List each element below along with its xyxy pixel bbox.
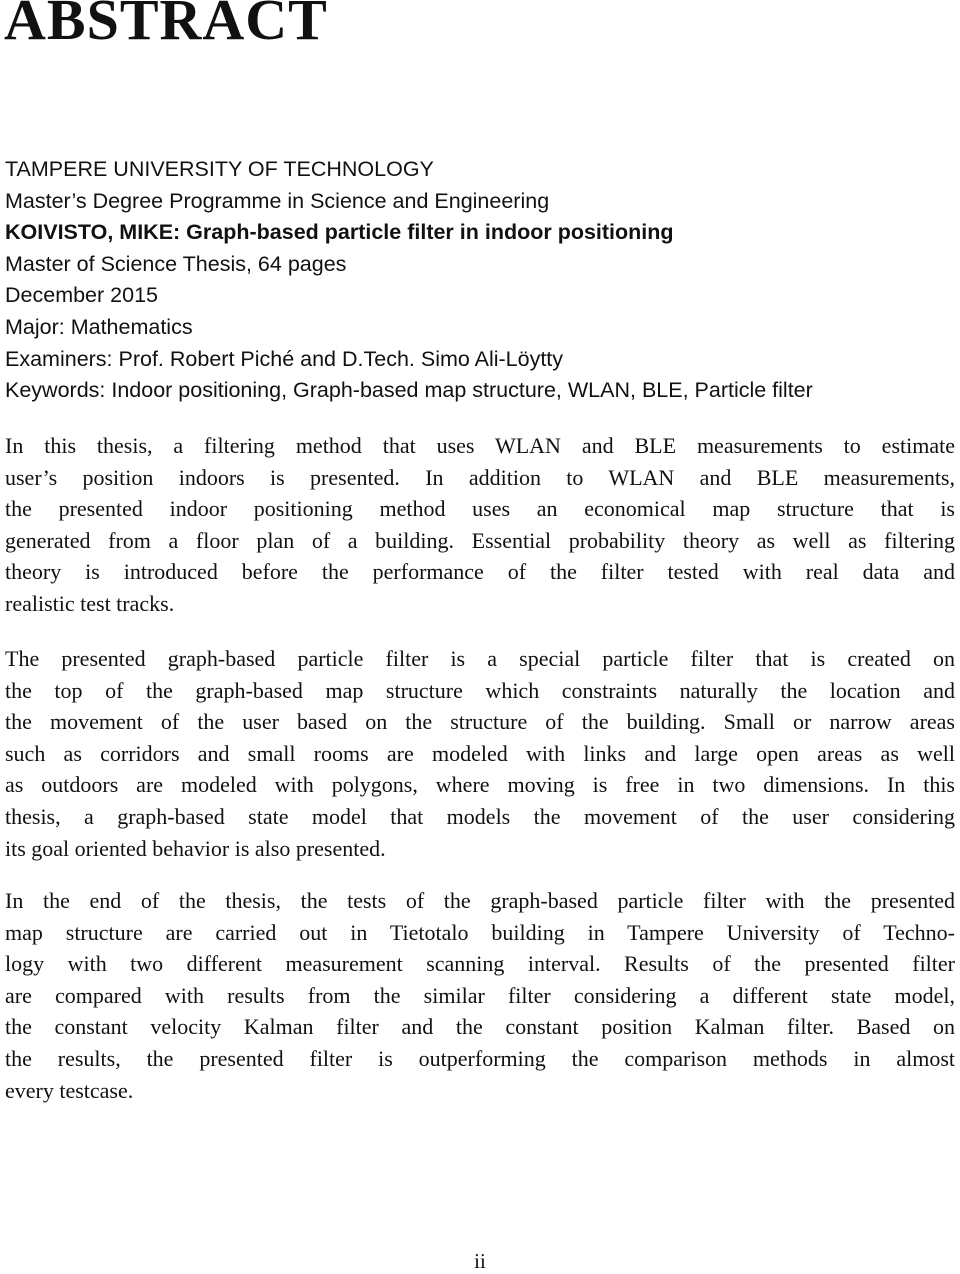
- paragraph-line: user’s position indoors is presented. In addition to WLAN and BLE measurements,: [5, 464, 955, 490]
- author-and-title: KOIVISTO, MIKE: Graph-based particle filter in indoor positioning: [5, 220, 674, 245]
- paragraph-line: In the end of the thesis, the tests of the graph-based particle filter with the presented: [5, 888, 955, 913]
- keywords: Keywords: Indoor positioning, Graph-based map structure, WLAN, BLE, Particle filter: [5, 378, 813, 403]
- major: Major: Mathematics: [5, 314, 193, 339]
- page-heading: ABSTRACT: [4, 0, 328, 52]
- date: December 2015: [5, 283, 158, 308]
- university: TAMPERE UNIVERSITY OF TECHNOLOGY: [5, 157, 434, 181]
- paragraph-line: are compared with results from the similar filter considering a different state model,: [5, 982, 955, 1008]
- paragraph-line: every testcase.: [5, 1077, 134, 1103]
- paragraph-line: the presented indoor positioning method uses an economical map structure that is: [5, 496, 955, 522]
- paragraph-line: as outdoors are modeled with polygons, where moving is free in two dimensions. In this: [5, 772, 955, 798]
- paragraph-line: the top of the graph-based map structure which constraints naturally the location and: [5, 677, 955, 703]
- paragraph-line: such as corridors and small rooms are modeled with links and large open areas as well: [5, 740, 955, 766]
- thesis-metadata: [5, 154, 813, 407]
- paragraph-line: The presented graph-based particle filter is a special particle filter that is created on: [5, 646, 955, 671]
- abstract-paragraph-3: [5, 885, 955, 1106]
- paragraph-line: logy with two different measurement scanning interval. Results of the presented filter: [5, 951, 955, 977]
- paragraph-line: its goal oriented behavior is also presented.: [5, 835, 386, 861]
- examiners: Examiners: Prof. Robert Piché and D.Tech. Simo Ali-Löytty: [5, 346, 564, 371]
- programme: Master’s Degree Programme in Science and Engineering: [5, 188, 550, 213]
- paragraph-line: In this thesis, a filtering method that uses WLAN and BLE measurements to estimate: [5, 433, 955, 458]
- abstract-paragraph-2: [5, 643, 955, 864]
- paragraph-line: the movement of the user based on the structure of the building. Small or narrow areas: [5, 709, 955, 735]
- page-number: ii: [474, 1249, 486, 1273]
- paragraph-line: theory is introduced before the performance of the filter tested with real data and: [5, 559, 955, 585]
- thesis-info: Master of Science Thesis, 64 pages: [5, 251, 347, 276]
- paragraph-line: generated from a floor plan of a building. Essential probability theory as well as filtering: [5, 527, 955, 553]
- paragraph-line: the constant velocity Kalman filter and the constant position Kalman filter. Based on: [5, 1014, 955, 1040]
- paragraph-line: realistic test tracks.: [5, 590, 175, 616]
- paragraph-line: map structure are carried out in Tietotalo building in Tampere University of Techno-: [5, 919, 955, 945]
- abstract-paragraph-1: [5, 430, 955, 620]
- paragraph-line: the results, the presented filter is outperforming the comparison methods in almost: [5, 1045, 955, 1071]
- paragraph-line: thesis, a graph-based state model that models the movement of the user considering: [5, 803, 955, 829]
